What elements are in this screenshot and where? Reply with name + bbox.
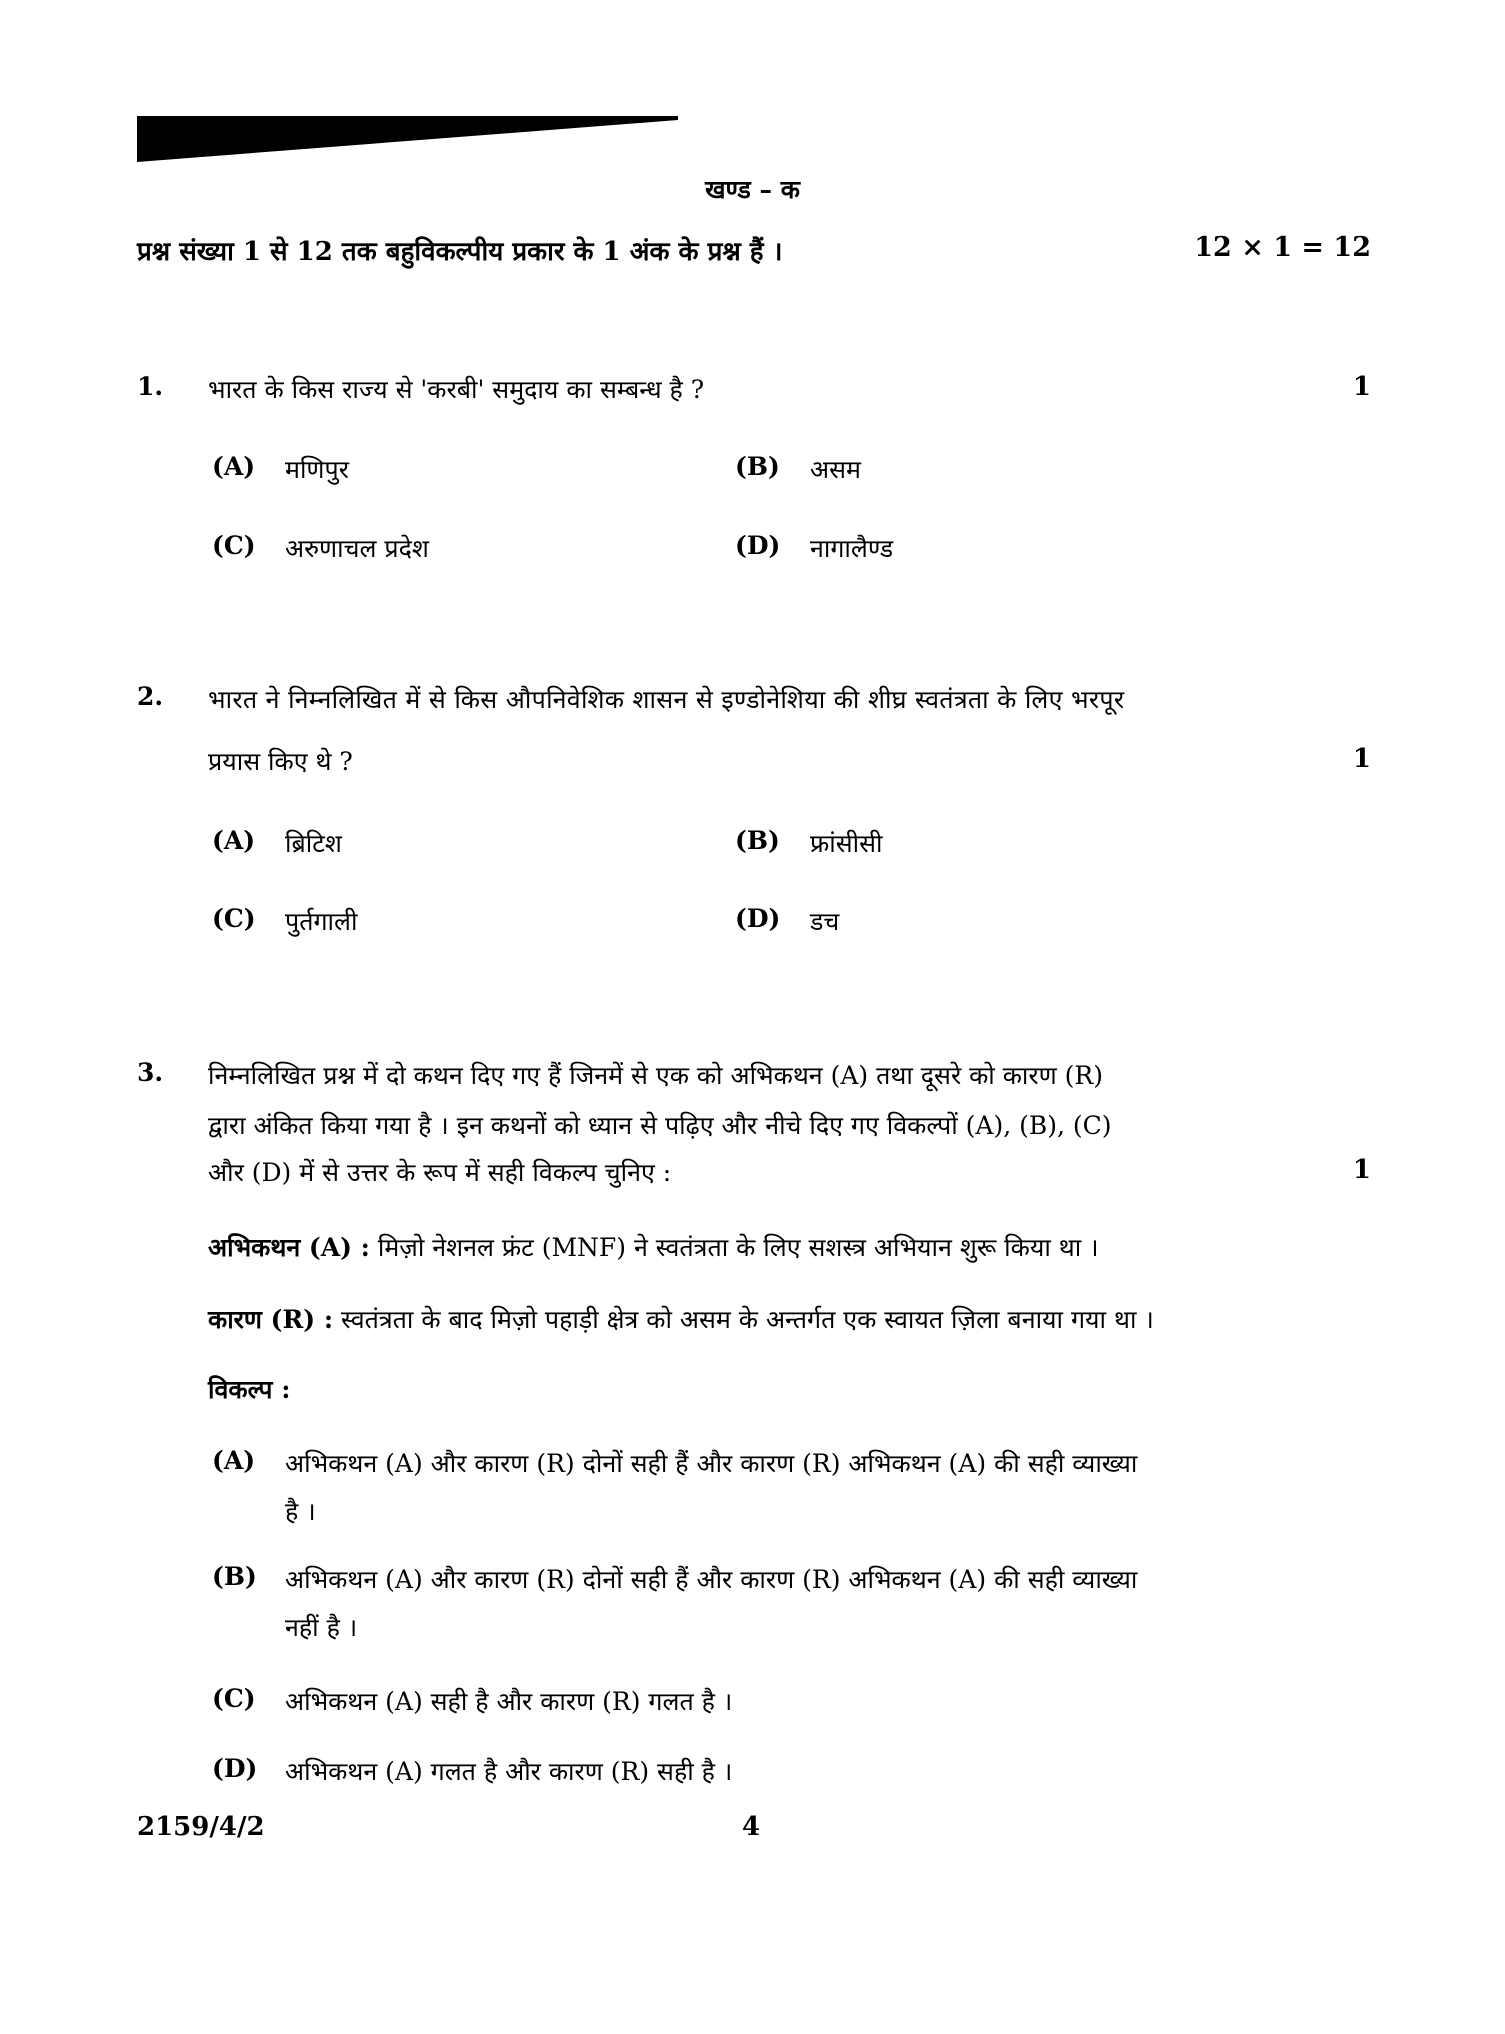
question-text-line-2: प्रयास किए थे ? [208, 747, 353, 776]
question-marks: 1 [1352, 744, 1371, 774]
options-heading: विकल्प : [208, 1375, 291, 1404]
redaction-bar [137, 116, 678, 162]
option-label: (C) [212, 1684, 256, 1713]
option-text: पुर्तगाली [285, 907, 358, 936]
page-number: 4 [742, 1812, 761, 1842]
option-text: असम [810, 455, 861, 484]
reason-label: कारण (R) : [208, 1305, 334, 1334]
section-instruction: प्रश्न संख्या 1 से 12 तक बहुविकल्पीय प्रकार के 1 अंक के प्रश्न हैं । [137, 237, 783, 267]
option-label: (C) [212, 531, 256, 560]
option-text-line-1: अभिकथन (A) सही है और कारण (R) गलत है । [285, 1687, 733, 1716]
assertion-label: अभिकथन (A) : [208, 1233, 370, 1262]
section-total-marks: 12 × 1 = 12 [1194, 232, 1371, 263]
option-label: (C) [212, 904, 256, 933]
question-marks: 1 [1352, 1155, 1371, 1185]
option-text: डच [810, 907, 840, 936]
question-number: 3. [137, 1058, 164, 1087]
question-text-line-3: और (D) में से उत्तर के रूप में सही विकल्प चुनिए : [208, 1158, 672, 1187]
question-marks: 1 [1352, 372, 1371, 402]
paper-code: 2159/4/2 [137, 1812, 265, 1842]
option-text-line-2: है । [285, 1497, 316, 1526]
option-label: (A) [212, 452, 256, 481]
option-label: (A) [212, 1446, 256, 1475]
option-text: फ्रांसीसी [810, 829, 883, 858]
option-label: (D) [212, 1754, 258, 1783]
option-text-line-1: अभिकथन (A) गलत है और कारण (R) सही है । [285, 1757, 733, 1786]
question-number: 1. [137, 372, 164, 401]
question-text-line-2: द्वारा अंकित किया गया है । इन कथनों को ध्यान से पढ़िए और नीचे दिए गए विकल्पों (A), (B), (C) [208, 1111, 1112, 1140]
option-label: (B) [735, 826, 780, 855]
reason-text: स्वतंत्रता के बाद मिज़ो पहाड़ी क्षेत्र को असम के अन्तर्गत एक स्वायत ज़िला बनाया गया था । [341, 1305, 1154, 1334]
option-label: (A) [212, 826, 256, 855]
question-text-line-1: भारत ने निम्नलिखित में से किस औपनिवेशिक शासन से इण्डोनेशिया की शीघ्र स्वतंत्रता के लिए भरपूर [208, 685, 1125, 714]
option-text-line-1: अभिकथन (A) और कारण (R) दोनों सही हैं और कारण (R) अभिकथन (A) की सही व्याख्या [285, 1449, 1138, 1478]
question-number: 2. [137, 682, 164, 711]
section-title: खण्ड – क [705, 175, 800, 204]
question-text-line-1: निम्नलिखित प्रश्न में दो कथन दिए गए हैं जिनमें से एक को अभिकथन (A) तथा दूसरे को कारण (R) [208, 1061, 1103, 1090]
option-text: मणिपुर [285, 455, 349, 484]
reason-statement [208, 1302, 1154, 1336]
option-text-line-2: नहीं है । [285, 1613, 358, 1642]
option-text-line-1: अभिकथन (A) और कारण (R) दोनों सही हैं और कारण (R) अभिकथन (A) की सही व्याख्या [285, 1565, 1138, 1594]
option-label: (B) [735, 452, 780, 481]
option-label: (B) [212, 1562, 257, 1591]
option-label: (D) [735, 904, 781, 933]
option-text: अरुणाचल प्रदेश [285, 534, 429, 563]
option-text: ब्रिटिश [285, 829, 342, 858]
option-text: नागालैण्ड [810, 534, 894, 563]
question-text: भारत के किस राज्य से 'करबी' समुदाय का सम्बन्ध है ? [208, 375, 705, 404]
assertion-text: मिज़ो नेशनल फ्रंट (MNF) ने स्वतंत्रता के लिए सशस्त्र अभियान शुरू किया था । [377, 1233, 1099, 1262]
option-label: (D) [735, 531, 781, 560]
assertion-statement [208, 1230, 1099, 1264]
